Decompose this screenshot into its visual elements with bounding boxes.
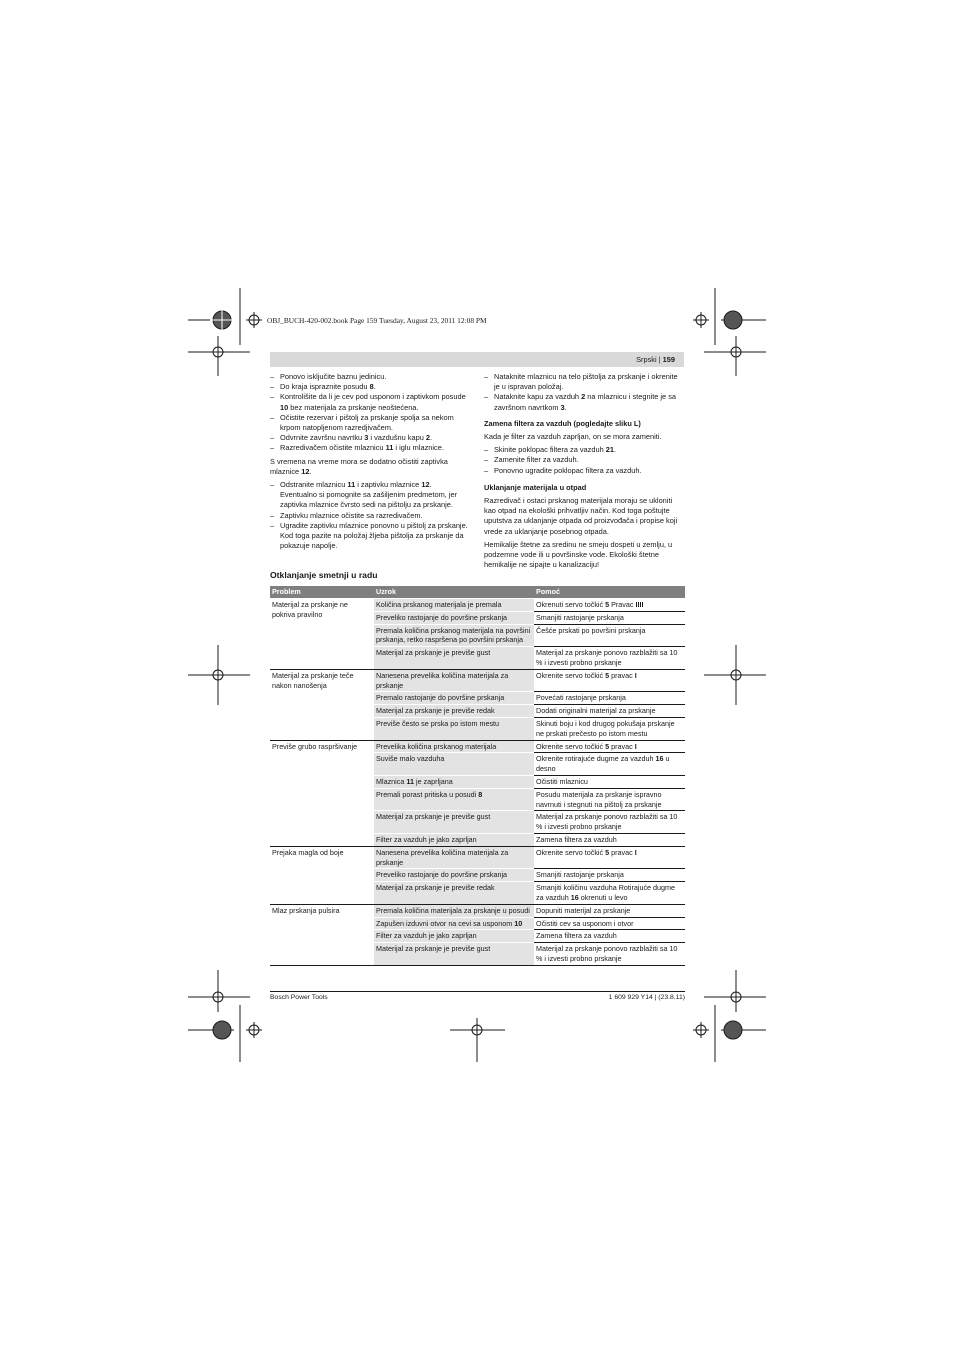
list-item-text: Do kraja ispraznite posudu 8. [280,382,376,392]
list-item [270,392,470,412]
cell-cause: Materijal za prskanje je previše gust [374,811,534,834]
section-name: Srpski [636,355,657,364]
cell-cause: Nanesena prevelika količina materijala za prskanje [374,669,534,692]
list-item [270,433,470,443]
list-item [270,372,470,382]
cell-cause: Zapušen izduvni otvor na cevi sa usponom 10 [374,917,534,930]
footer-rule [270,991,685,992]
list-item [270,443,470,453]
left-paragraph: S vremena na vreme mora se dodatno očistiti zaptivka mlaznice 12. [270,456,448,476]
list-item-text: Ponovo isključite baznu jedinicu. [280,372,387,381]
cell-remedy: Materijal za prskanje ponovo razblažiti sa 10 % i izvesti probno prskanje [534,647,685,670]
list-dash: – [270,372,275,381]
cell-remedy: Zamena filtera za vazduh [534,833,685,846]
right-list-1 [484,372,684,413]
list-item-text: Očistite rezervar i pištolj za prskanje spolja sa nekom krpom natopljenom razredjivačem. [280,412,454,433]
cell-remedy: Smanjiti rastojanje prskanja [534,869,685,882]
cell-cause: Filter za vazduh je jako zaprljan [374,833,534,846]
header-separator: | [658,355,661,364]
cell-problem: Mlaz prskanja pulsira [270,904,374,965]
list-dash: – [484,392,489,402]
list-item-text: Zamenite filter za vazduh. [494,455,579,465]
list-dash: – [270,412,275,422]
list-item [484,392,684,412]
table-row [270,669,685,692]
cell-remedy: Smanjiti količinu vazduha Rotirajuće dugme za vazduh 16 okrenuti u levo [534,882,685,905]
cell-remedy: Okrenite servo točkić 5 pravac I [534,740,685,753]
filter-heading: Zamena filtera za vazduh (pogledajte sliku L) [484,418,641,428]
table-row [270,846,685,869]
list-dash: – [484,455,489,465]
cell-remedy: Okrenite rotirajuće dugme za vazduh 16 u desno [534,753,685,776]
list-item-text: Odvrnite završnu navrtku 3 i vazdušnu kapu 2. [280,433,433,443]
table-row [270,599,685,612]
list-dash: – [270,480,275,490]
left-list-2 [270,480,470,551]
cell-remedy: Materijal za prskanje ponovo razblažiti sa 10 % i izvesti probno prskanje [534,943,685,966]
list-dash: – [270,382,275,392]
list-dash: – [270,510,275,520]
cell-remedy: Skinuti boju i kod drugog pokušaja prskanje ne prskati prečesto po istom mestu [534,717,685,740]
filter-list [484,445,684,476]
column-header-problem: Problem [270,586,374,599]
cell-remedy: Okrenuti servo točkić 5 Pravac IIII [534,599,685,612]
cell-remedy: Okrenite servo točkić 5 pravac I [534,669,685,692]
left-list-1 [270,372,470,454]
cell-remedy: Materijal za prskanje ponovo razblažiti sa 10 % i izvesti probno prskanje [534,811,685,834]
cell-cause: Materijal za prskanje je previše redak [374,882,534,905]
cell-remedy: Očistiti mlaznicu [534,775,685,788]
right-column [484,372,684,573]
cell-problem: Prejaka magla od boje [270,846,374,904]
footer-brand: Bosch Power Tools [270,994,328,1001]
cell-cause: Materijal za prskanje je previše gust [374,943,534,966]
cell-cause: Preveliko rastojanje do površine prskanja [374,869,534,882]
list-item [270,413,470,433]
list-dash: – [270,520,275,530]
print-slug: OBJ_BUCH-420-002.book Page 159 Tuesday, August 23, 2011 12:08 PM [267,316,487,325]
table-header-row [270,586,685,599]
table-body [270,599,685,966]
list-dash: – [484,465,489,475]
list-item [484,455,684,465]
list-item-text: Odstranite mlaznicu 11 i zaptivku mlaznice 12. Eventualno si pomognite sa zašiljenim predmetom, jer zaptivka mlaznice čvrsto sedi na pištolju za prskanje. [280,480,458,510]
cell-cause: Premala količina materijala za prskanje u posudi [374,904,534,917]
column-header-cause: Uzrok [374,586,534,599]
cell-cause: Filter za vazduh je jako zaprljan [374,930,534,943]
cell-cause: Materijal za prskanje je previše gust [374,647,534,670]
cell-remedy: Češće prskati po površini prskanja [534,624,685,647]
list-item-text: Kontrolišite da li je cev pod usponom i zaptivkom posude 10 bez materijala za prskanje neoštećena. [280,392,466,412]
list-item-text: Zaptivku mlaznice očistite sa razredivačem. [280,510,423,520]
cell-cause: Premalo rastojanje do površine prskanja [374,692,534,705]
cell-cause: Prevelika količina prskanog materijala [374,740,534,753]
page-number: 159 [662,355,675,364]
troubleshooting-table [270,586,685,966]
cell-remedy: Očistiti cev sa usponom i otvor [534,917,685,930]
cell-cause: Premala količina prskanog materijala na površini prskanja, retko raspršena po površini prskanja [374,624,534,647]
column-header-remedy: Pomoć [534,586,685,599]
list-item-text: Skinite poklopac filtera za vazduh 21. [494,445,617,455]
cell-remedy: Smanjiti rastojanje prskanja [534,611,685,624]
cell-cause: Suviše malo vazduha [374,753,534,776]
cell-remedy: Dopuniti materijal za prskanje [534,904,685,917]
section-title: Otklanjanje smetnji u radu [270,570,378,580]
list-dash: – [270,433,275,443]
cell-cause: Materijal za prskanje je previše redak [374,705,534,718]
cell-cause: Količina prskanog materijala je premala [374,599,534,612]
table-row [270,740,685,753]
list-item [270,511,470,521]
cell-remedy: Dodati originalni materijal za prskanje [534,705,685,718]
list-item-text: Ugradite zaptivku mlaznice ponovno u pištolj za prskanje. Kod toga pazite na položaj žljeba pištolja za prskanje da pokazuje napolje. [280,520,468,551]
list-dash: – [270,392,275,402]
table-row [270,904,685,917]
list-item-text: Nataknite kapu za vazduh 2 na mlaznicu i stegnite je sa završnom navrtkom 3. [494,392,677,412]
cell-cause: Preveliko rastojanje do površine prskanja [374,611,534,624]
list-item-text: Razredivačem očistite mlaznicu 11 i iglu mlaznice. [280,443,444,453]
filter-paragraph: Kada je filter za vazduh zaprljan, on se mora zameniti. [484,432,662,442]
cell-problem: Materijal za prskanje ne pokriva pravilno [270,599,374,670]
list-item [270,480,470,511]
cell-cause: Mlaznica 11 je zaprljana [374,775,534,788]
list-dash: – [484,372,489,381]
list-item [484,466,684,476]
page-header [270,352,684,367]
cell-remedy: Povećati rastojanje prskanja [534,692,685,705]
cell-problem: Previše grubo raspršivanje [270,740,374,846]
cell-problem: Materijal za prskanje teče nakon nanošenja [270,669,374,740]
cell-remedy: Zamena filtera za vazduh [534,930,685,943]
list-item [484,445,684,455]
left-column [270,372,470,551]
cell-remedy: Okrenite servo točkić 5 pravac I [534,846,685,869]
cell-cause: Premali porast pritiska u posudi 8 [374,788,534,811]
footer-doc-number: 1 609 929 Y14 | (23.8.11) [608,994,685,1001]
waste-heading: Uklanjanje materijala u otpad [484,482,587,492]
list-dash: – [484,445,489,455]
waste-paragraph-2: Hemikalije štetne za sredinu ne smeju dospeti u zemlju, u podzemne vode ili u površinske vode. Ekološki štetne hemikalije ne sipajte u kanalizaciju! [484,539,673,570]
cell-remedy: Posudu materijala za prskanje ispravno navrnuti i stegnuti na pištolj za prskanje [534,788,685,811]
list-dash: – [270,443,275,453]
list-item [270,382,470,392]
cell-cause: Nanesena prevelika količina materijala za prskanje [374,846,534,869]
list-item [270,521,470,552]
list-item [484,372,684,392]
waste-paragraph-1: Razredivač i ostaci prskanog materijala moraju se ukloniti kao otpad na ekološki prihvatljiv način. Kod toga poštujte uputstva za uklanjanje otpada od proizvođača i propise koji vrede za uklanjanje posebnog otpada. [484,496,678,536]
list-item-text: Ponovno ugradite poklopac filtera za vazduh. [494,465,642,475]
list-item-text: Nataknite mlaznicu na telo pištolja za prskanje i okrenite je u ispravan položaj. [494,372,678,392]
cell-cause: Previše često se prska po istom mestu [374,717,534,740]
